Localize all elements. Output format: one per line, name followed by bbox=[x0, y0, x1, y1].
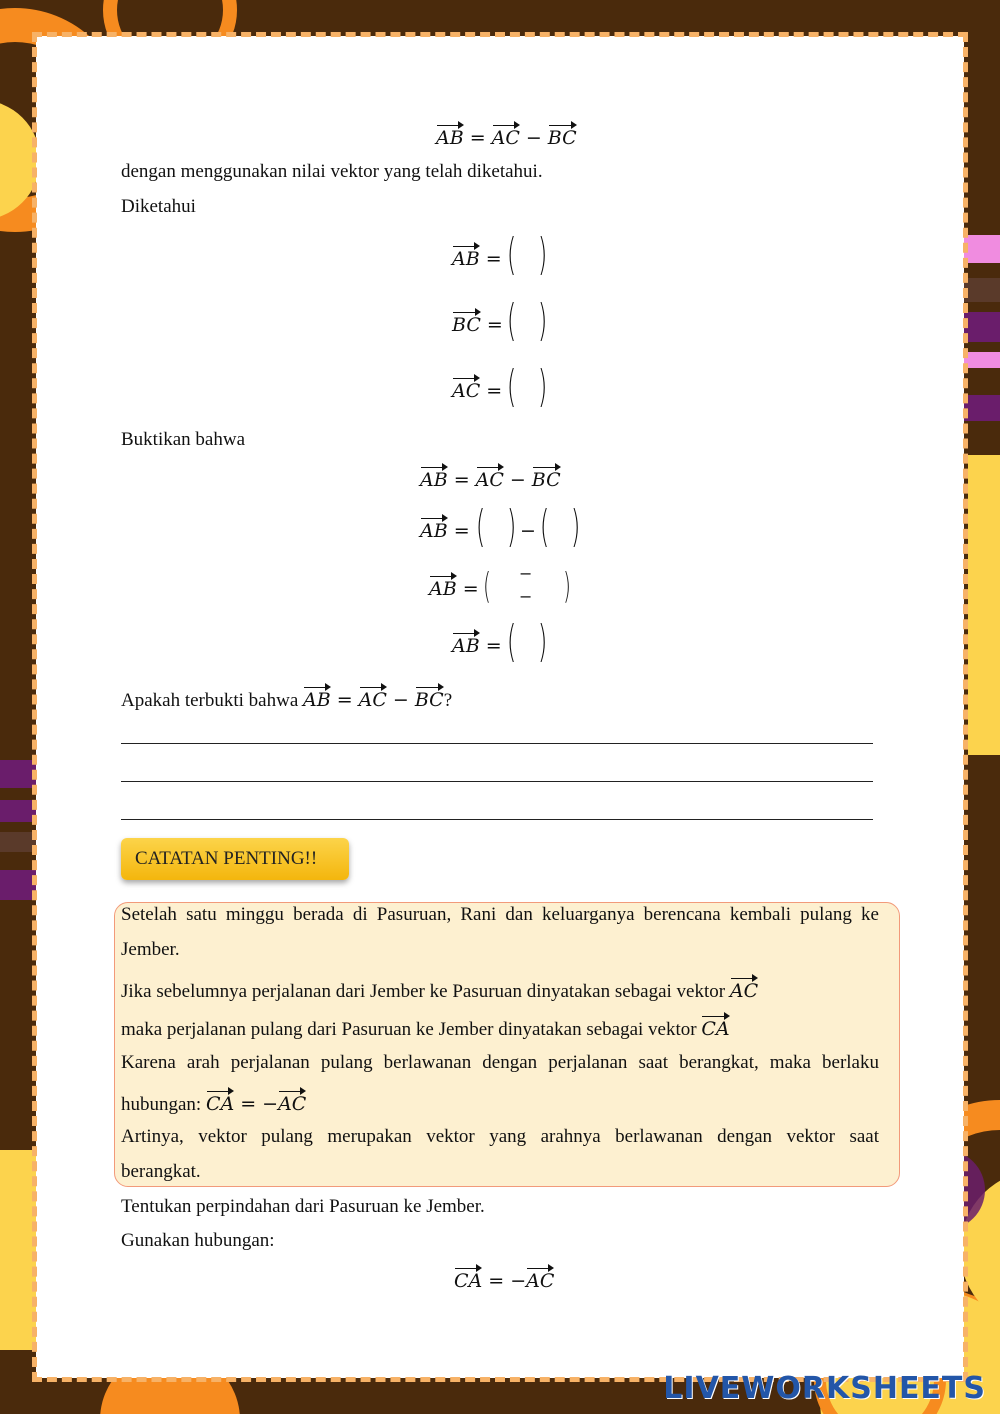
paren-left: ( bbox=[475, 501, 486, 552]
paren-left: ( bbox=[483, 566, 491, 607]
final-equation: CA = −AC bbox=[454, 1267, 554, 1293]
proof-line-3-minus-top: − bbox=[519, 564, 533, 583]
paren-right: ) bbox=[506, 501, 517, 552]
proof-line-3-minus-bottom: − bbox=[519, 587, 533, 606]
note-paragraph-4-relation: hubungan: CA = −AC bbox=[121, 1090, 306, 1117]
answer-line[interactable] bbox=[121, 743, 873, 744]
paren-left: ( bbox=[506, 361, 517, 412]
paren-right: ) bbox=[537, 295, 548, 346]
catatan-penting-button: CATATAN PENTING!! bbox=[121, 838, 349, 880]
note-paragraph-2: Jika sebelumnya perjalanan dari Jember ke Pasuruan dinyatakan sebagai vektor AC bbox=[121, 977, 758, 1004]
proof-label: Buktikan bahwa bbox=[121, 429, 246, 450]
note-paragraph-1: Setelah satu minggu berada di Pasuruan, Rani dan keluarganya berencana kembali pulang ke bbox=[121, 904, 879, 925]
known-ab: AB = bbox=[452, 245, 508, 271]
note-paragraph-5-end: berangkat. bbox=[121, 1161, 201, 1182]
proof-line-2-minus: − bbox=[520, 520, 536, 542]
proof-line-4: AB = bbox=[452, 632, 508, 658]
paren-right: ) bbox=[563, 566, 571, 607]
paren-right: ) bbox=[537, 361, 548, 412]
task-text: Tentukan perpindahan dari Pasuruan ke Jember. bbox=[121, 1196, 485, 1217]
intro-line: dengan menggunakan nilai vektor yang telah diketahui. bbox=[121, 161, 543, 182]
proof-line-2: AB = bbox=[420, 517, 476, 543]
paren-right: ) bbox=[537, 229, 548, 280]
proof-line-3: AB = bbox=[429, 575, 485, 601]
paren-left: ( bbox=[506, 295, 517, 346]
known-ac: AC = bbox=[452, 377, 508, 403]
proof-line-1: AB = AC − BC bbox=[420, 466, 561, 492]
paren-right: ) bbox=[570, 501, 581, 552]
known-label: Diketahui bbox=[121, 196, 196, 217]
use-relation-text: Gunakan hubungan: bbox=[121, 1230, 275, 1251]
liveworksheets-logo: LIVEWORKSHEETS bbox=[663, 1371, 986, 1406]
question: Apakah terbukti bahwa AB = AC − BC? bbox=[121, 686, 452, 713]
paren-left: ( bbox=[539, 501, 550, 552]
paren-left: ( bbox=[506, 616, 517, 667]
paren-right: ) bbox=[537, 616, 548, 667]
top-equation: AB = AC − BC bbox=[436, 124, 577, 150]
note-paragraph-3: maka perjalanan pulang dari Pasuruan ke Jember dinyatakan sebagai vektor CA bbox=[121, 1015, 730, 1042]
known-bc: BC = bbox=[452, 311, 509, 337]
answer-line[interactable] bbox=[121, 819, 873, 820]
paren-left: ( bbox=[506, 229, 517, 280]
note-paragraph-4: Karena arah perjalanan pulang berlawanan dengan perjalanan saat berangkat, maka berlaku bbox=[121, 1052, 879, 1073]
note-paragraph-5: Artinya, vektor pulang merupakan vektor yang arahnya berlawanan dengan vektor saat bbox=[121, 1126, 879, 1147]
answer-line[interactable] bbox=[121, 781, 873, 782]
note-paragraph-1-end: Jember. bbox=[121, 939, 180, 960]
